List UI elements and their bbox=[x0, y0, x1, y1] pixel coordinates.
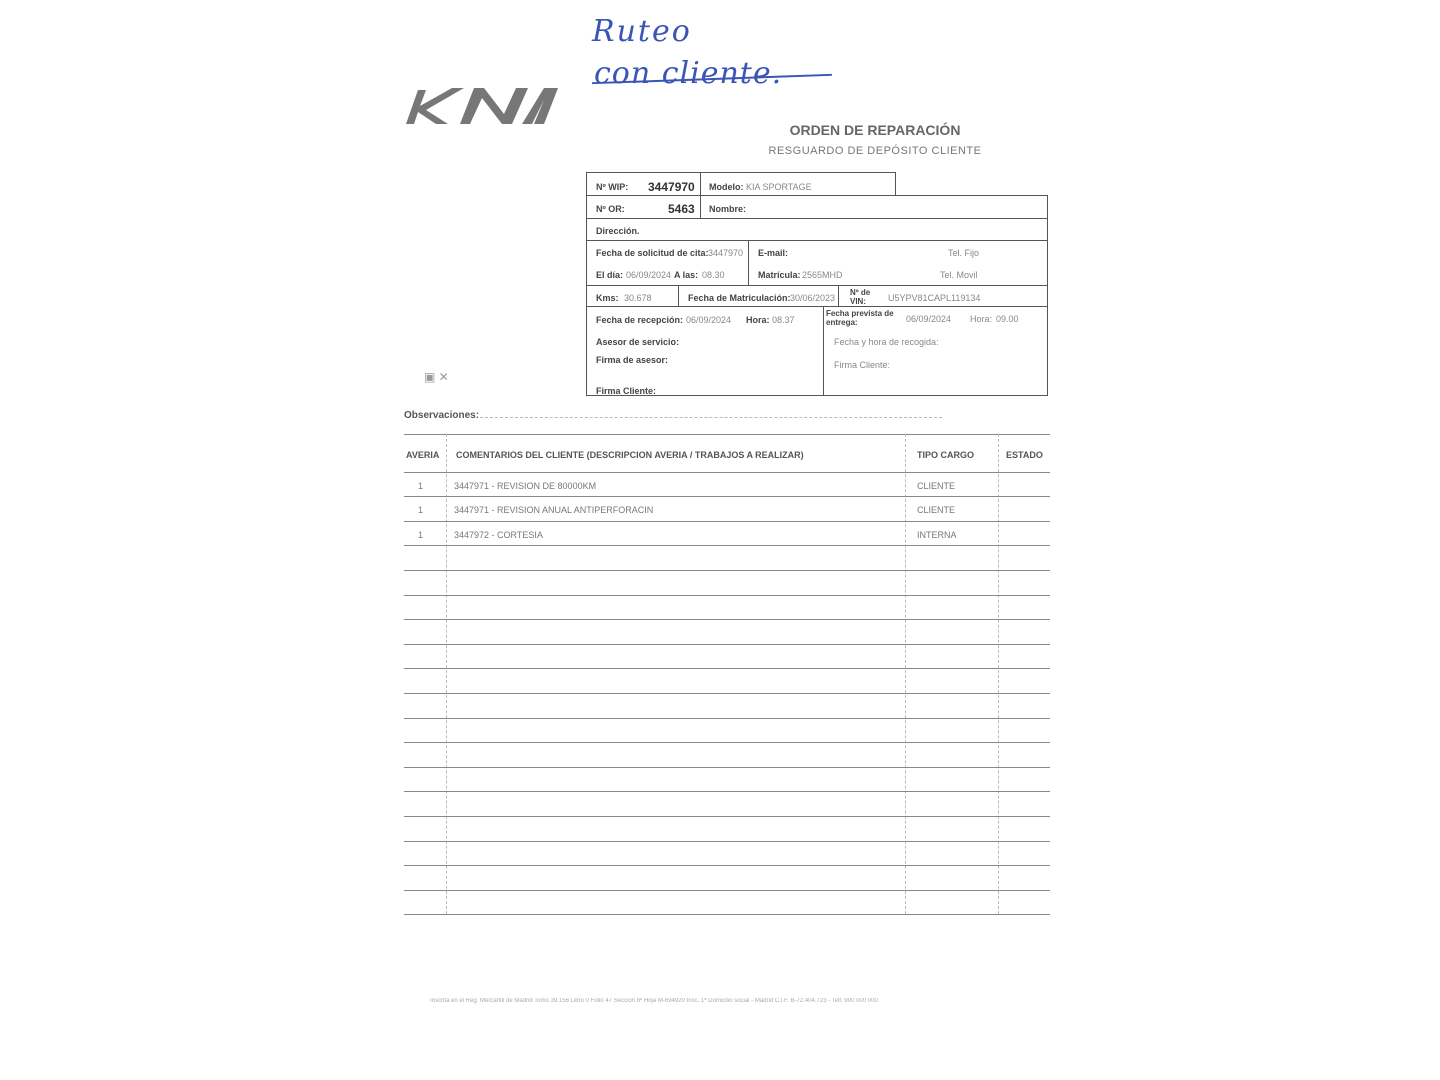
table-row-2-tipo: CLIENTE bbox=[917, 505, 956, 515]
recogida-label: Fecha y hora de recogida: bbox=[834, 337, 939, 347]
table-top-line bbox=[404, 434, 1050, 435]
table-row-line bbox=[404, 521, 1050, 522]
col-header-comentarios: COMENTARIOS DEL CLIENTE (DESCRIPCION AVERIA / TRABAJOS A REALIZAR) bbox=[456, 450, 804, 460]
table-row-line bbox=[404, 472, 1050, 473]
tel-movil-label: Tel. Movil bbox=[940, 270, 978, 280]
or-label: Nº OR: bbox=[596, 204, 625, 214]
vin-label: Nº de VIN: bbox=[850, 288, 871, 306]
vin-value: U5YPV81CAPL119134 bbox=[888, 293, 981, 303]
solicitud-value: 3447970 bbox=[708, 248, 744, 258]
asesor-label: Asesor de servicio: bbox=[596, 337, 680, 347]
matricula-value: 2565MHD bbox=[802, 270, 843, 280]
table-row-3-averia: 1 bbox=[418, 530, 424, 540]
col-header-averia: AVERIA bbox=[406, 450, 440, 460]
table-row-3-comentario: 3447972 - CORTESIA bbox=[454, 530, 543, 540]
table-row-line bbox=[404, 570, 1050, 571]
divider bbox=[700, 172, 701, 218]
email-label: E-mail: bbox=[758, 248, 789, 258]
table-row-1-tipo: CLIENTE bbox=[917, 481, 956, 491]
prevista-value: 06/09/2024 bbox=[906, 314, 952, 324]
fecha-matriculacion-value: 30/06/2023 bbox=[790, 293, 836, 303]
kia-logo bbox=[404, 84, 560, 126]
firma-cliente-label: Firma Cliente: bbox=[596, 386, 657, 396]
alas-value: 08.30 bbox=[702, 270, 725, 280]
table-row-2-comentario: 3447971 - REVISION ANUAL ANTIPERFORACIN bbox=[454, 505, 654, 515]
col-divider bbox=[905, 434, 906, 914]
document-title: ORDEN DE REPARACIÓN bbox=[789, 122, 961, 138]
divider bbox=[586, 285, 1048, 286]
observaciones-label: Observaciones: bbox=[404, 410, 480, 421]
col-divider bbox=[998, 434, 999, 914]
hora-value: 08.37 bbox=[772, 315, 795, 325]
eldia-value: 06/09/2024 bbox=[626, 270, 672, 280]
table-row-1-averia: 1 bbox=[418, 481, 424, 491]
table-row-line bbox=[404, 865, 1050, 866]
divider bbox=[586, 240, 1048, 241]
table-row-1-comentario: 3447971 - REVISION DE 80000KM bbox=[454, 481, 597, 491]
nombre-label: Nombre: bbox=[709, 204, 747, 214]
col-divider bbox=[446, 434, 447, 914]
table-row-line bbox=[404, 545, 1050, 546]
wip-value: 3447970 bbox=[648, 180, 695, 194]
hora2-value: 09.00 bbox=[996, 314, 1019, 324]
observaciones-line bbox=[480, 417, 942, 418]
divider bbox=[748, 240, 749, 286]
col-header-estado: ESTADO bbox=[1006, 450, 1043, 460]
hora2-label: Hora: bbox=[970, 314, 993, 324]
firma-asesor-label: Firma de asesor: bbox=[596, 355, 669, 365]
table-row-line bbox=[404, 767, 1050, 768]
handwritten-note-ruteo: Ruteo bbox=[592, 14, 692, 49]
divider bbox=[838, 285, 839, 307]
table-row-line bbox=[404, 595, 1050, 596]
eldia-label: El día: bbox=[596, 270, 624, 280]
table-row-line bbox=[404, 890, 1050, 891]
divider bbox=[586, 218, 1048, 219]
table-row-line bbox=[404, 668, 1050, 669]
divider bbox=[678, 285, 679, 307]
table-row-line bbox=[404, 742, 1050, 743]
direccion-label: Dirección. bbox=[596, 226, 640, 236]
modelo-value: KIA SPORTAGE bbox=[746, 182, 812, 192]
table-row-line bbox=[404, 791, 1050, 792]
wip-label: Nº WIP: bbox=[596, 182, 629, 192]
table-row-line bbox=[404, 841, 1050, 842]
table-row-line bbox=[404, 496, 1050, 497]
table-row-line bbox=[404, 644, 1050, 645]
table-row-line bbox=[404, 914, 1050, 915]
kms-label: Kms: bbox=[596, 293, 619, 303]
matricula-label: Matrícula: bbox=[758, 270, 801, 280]
col-header-tipo: TIPO CARGO bbox=[917, 450, 975, 460]
modelo-label: Modelo: bbox=[709, 182, 744, 192]
table-row-line bbox=[404, 693, 1050, 694]
recepcion-value: 06/09/2024 bbox=[686, 315, 732, 325]
fecha-matriculacion-label: Fecha de Matriculación: bbox=[688, 293, 791, 303]
handwritten-note-con-cliente: con cliente. bbox=[594, 56, 783, 91]
table-row-3-tipo: INTERNA bbox=[917, 530, 957, 540]
table-row-line bbox=[404, 619, 1050, 620]
table-row-line bbox=[404, 718, 1050, 719]
or-value: 5463 bbox=[668, 202, 695, 216]
firma-cliente2-label: Firma Cliente: bbox=[834, 360, 891, 370]
hora-label: Hora: bbox=[746, 315, 770, 325]
tel-fijo-label: Tel. Fijo bbox=[948, 248, 980, 258]
recepcion-label: Fecha de recepción: bbox=[596, 315, 684, 325]
stamp-mark: ▣ ✕ bbox=[424, 370, 449, 384]
document-subtitle: RESGUARDO DE DEPÓSITO CLIENTE bbox=[768, 145, 982, 157]
alas-label: A las: bbox=[674, 270, 699, 280]
table-row-line bbox=[404, 816, 1050, 817]
solicitud-label: Fecha de solicitud de cita: bbox=[596, 248, 709, 258]
legal-footer: Inscrita en el Reg. Mercantil de Madrid Tomo 39.156 Libro 0 Folio 47 Sección 8ª Hoja M-694920 Insc. 1ª Domicilio social - Madrid C.I.F. B-72.404.723 - Telf. 900 000 000 bbox=[430, 998, 878, 1004]
kms-value: 30.678 bbox=[624, 293, 652, 303]
table-row-2-averia: 1 bbox=[418, 505, 424, 515]
prevista-label: Fecha prevista de entrega: bbox=[826, 309, 894, 327]
